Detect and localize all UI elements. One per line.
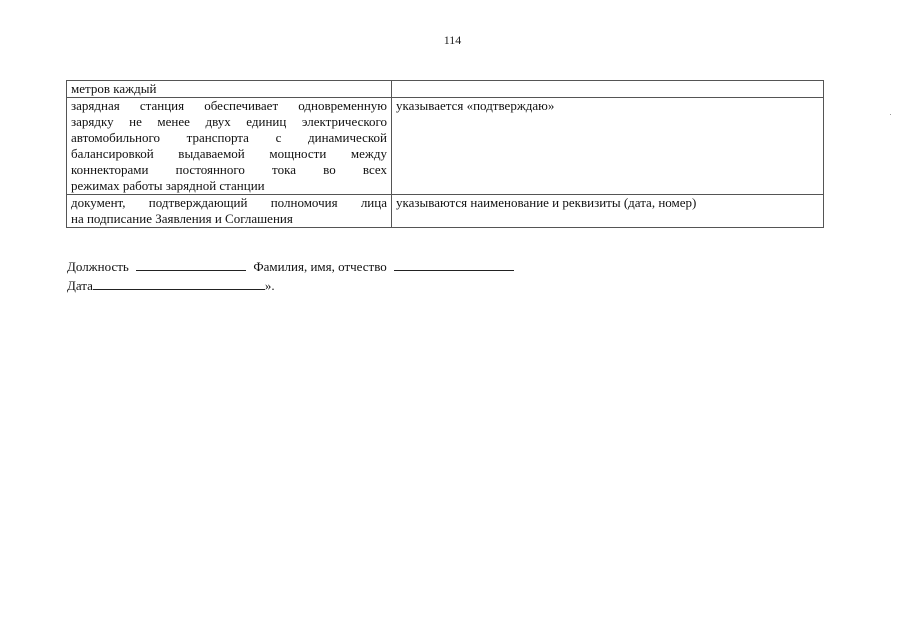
cell-text-line: метров каждый [71, 81, 157, 96]
table-row [67, 98, 824, 195]
date-closing: ». [264, 278, 275, 293]
cell-text-line: зарядку не менее двух единиц электрического [71, 114, 387, 129]
table-cell-requirement [67, 98, 392, 195]
table-row [67, 81, 824, 98]
table-cell-instruction: указываются наименование и реквизиты (дата, номер) [392, 195, 824, 228]
cell-text-line: автомобильного транспорта с динамической [71, 130, 387, 145]
table-cell-instruction: указывается «подтверждаю» [392, 98, 824, 195]
position-blank [136, 258, 246, 271]
table-cell-instruction [392, 81, 824, 98]
cell-text-line: коннекторами постоянного тока во всех [71, 162, 387, 177]
position-label: Должность [67, 259, 129, 274]
scan-mark [890, 114, 891, 115]
signature-block [67, 257, 514, 295]
cell-text-line: балансировкой выдаваемой мощности между [71, 146, 387, 161]
table-cell-requirement [67, 81, 392, 98]
signature-line-date [67, 276, 514, 295]
cell-text-line: на подписание Заявления и Соглашения [71, 211, 293, 226]
cell-text-line: зарядная станция обеспечивает одновременную [71, 98, 387, 113]
signature-line-position [67, 257, 514, 276]
table-cell-requirement [67, 195, 392, 228]
table-row [67, 195, 824, 228]
cell-text-line: документ, подтверждающий полномочия лица [71, 195, 387, 210]
cell-text-line: режимах работы зарядной станции [71, 178, 265, 193]
requirements-table [66, 80, 824, 228]
fio-blank [394, 258, 514, 271]
page-number: 114 [443, 33, 462, 47]
date-blank [93, 277, 265, 290]
date-label: Дата [67, 278, 93, 293]
fio-label: Фамилия, имя, отчество [253, 259, 387, 274]
